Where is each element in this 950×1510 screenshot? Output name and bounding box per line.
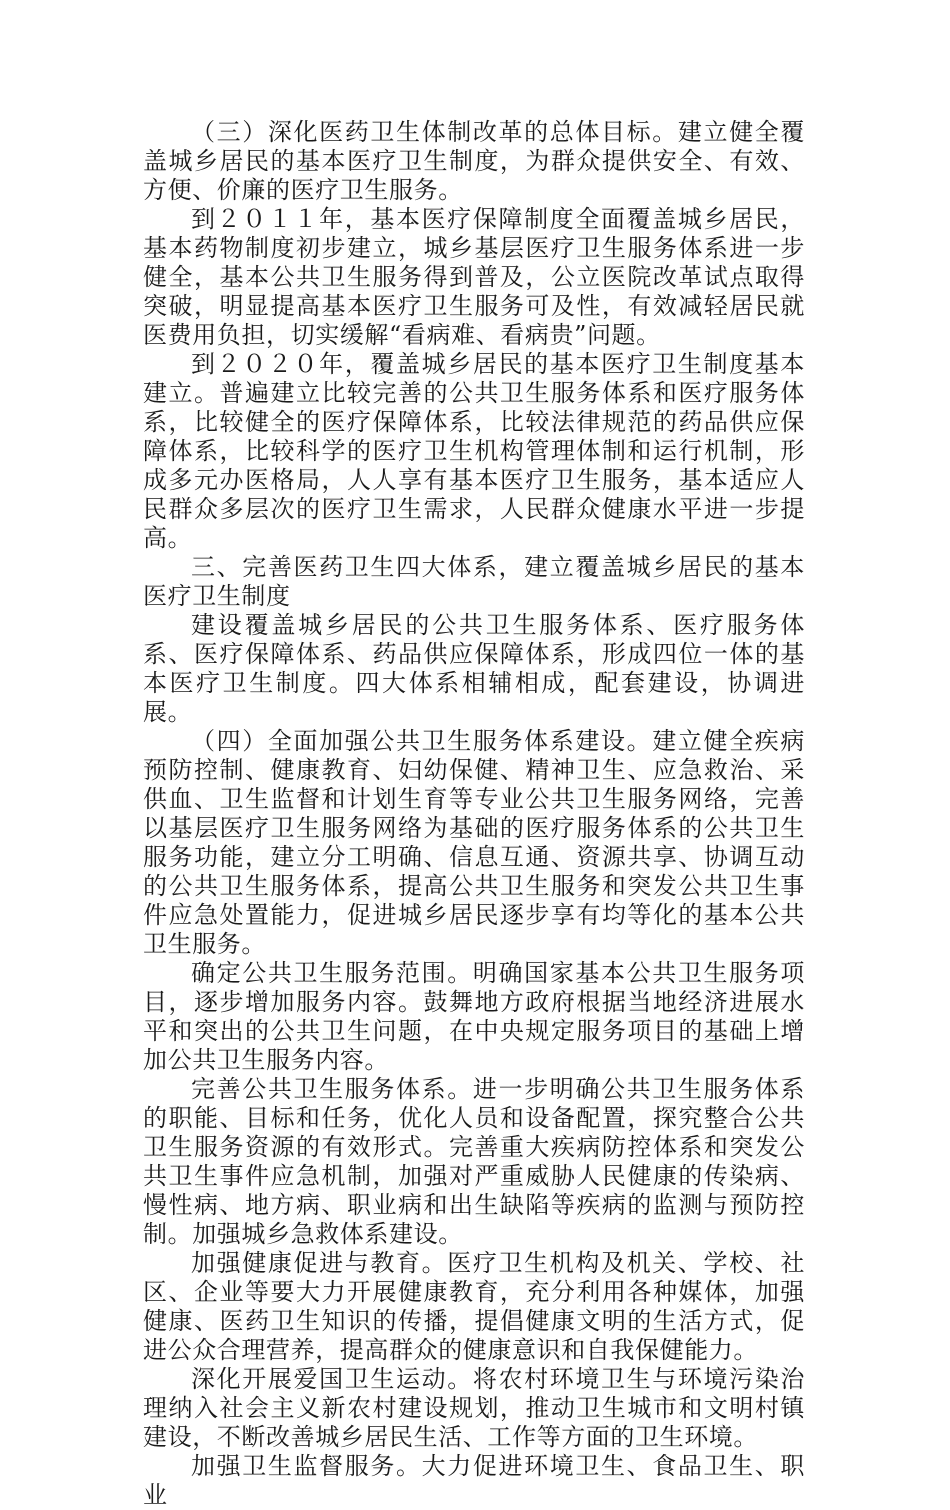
- paragraph-2011-target: 到２０１１年，基本医疗保障制度全面覆盖城乡居民，基本药物制度初步建立，城乡基层医疗卫生服务体系进一步健全，基本公共卫生服务得到普及，公立医院改革试点取得突破，明显提高基本医疗卫生服务可及性，有效减轻居民就医费用负担，切实缓解“看病难、看病贵”问题。: [143, 205, 805, 349]
- section-heading-three: 三、完善医药卫生四大体系，建立覆盖城乡居民的基本医疗卫生制度: [143, 553, 805, 610]
- paragraph-improve-system: 完善公共卫生服务体系。进一步明确公共卫生服务体系的职能、目标和任务，优化人员和设备配置，探究整合公共卫生服务资源的有效形式。完善重大疾病防控体系和突发公共卫生事件应急机制，加强对严重威胁人民健康的传染病、慢性病、地方病、职业病和出生缺陷等疾病的监测与预防控制。加强城乡急救体系建设。: [143, 1075, 805, 1248]
- document-body: [143, 118, 805, 1510]
- paragraph-health-supervision: 加强卫生监督服务。大力促进环境卫生、食品卫生、职业: [143, 1452, 805, 1509]
- paragraph-patriotic-health: 深化开展爱国卫生运动。将农村环境卫生与环境污染治理纳入社会主义新农村建设规划，推动卫生城市和文明村镇建设，不断改善城乡居民生活、工作等方面的卫生环境。: [143, 1365, 805, 1451]
- paragraph-four-systems: 建设覆盖城乡居民的公共卫生服务体系、医疗服务体系、医疗保障体系、药品供应保障体系，形成四位一体的基本医疗卫生制度。四大体系相辅相成，配套建设，协调进展。: [143, 611, 805, 726]
- paragraph-public-health-system: （四）全面加强公共卫生服务体系建设。建立健全疾病预防控制、健康教育、妇幼保健、精神卫生、应急救治、采供血、卫生监督和计划生育等专业公共卫生服务网络，完善以基层医疗卫生服务网络为基础的医疗服务体系的公共卫生服务功能，建立分工明确、信息互通、资源共享、协调互动的公共卫生服务体系，提高公共卫生服务和突发公共卫生事件应急处置能力，促进城乡居民逐步享有均等化的基本公共卫生服务。: [143, 727, 805, 958]
- paragraph-overall-goal: （三）深化医药卫生体制改革的总体目标。建立健全覆盖城乡居民的基本医疗卫生制度，为群众提供安全、有效、方便、价廉的医疗卫生服务。: [143, 118, 805, 204]
- paragraph-2020-target: 到２０２０年，覆盖城乡居民的基本医疗卫生制度基本建立。普遍建立比较完善的公共卫生服务体系和医疗服务体系，比较健全的医疗保障体系，比较法律规范的药品供应保障体系，比较科学的医疗卫生机构管理体制和运行机制，形成多元办医格局，人人享有基本医疗卫生服务，基本适应人民群众多层次的医疗卫生需求，人民群众健康水平进一步提高。: [143, 350, 805, 552]
- paragraph-service-scope: 确定公共卫生服务范围。明确国家基本公共卫生服务项目，逐步增加服务内容。鼓舞地方政府根据当地经济进展水平和突出的公共卫生问题，在中央规定服务项目的基础上增加公共卫生服务内容。: [143, 959, 805, 1074]
- paragraph-health-education: 加强健康促进与教育。医疗卫生机构及机关、学校、社区、企业等要大力开展健康教育，充分利用各种媒体，加强健康、医药卫生知识的传播，提倡健康文明的生活方式，促进公众合理营养，提高群众的健康意识和自我保健能力。: [143, 1249, 805, 1364]
